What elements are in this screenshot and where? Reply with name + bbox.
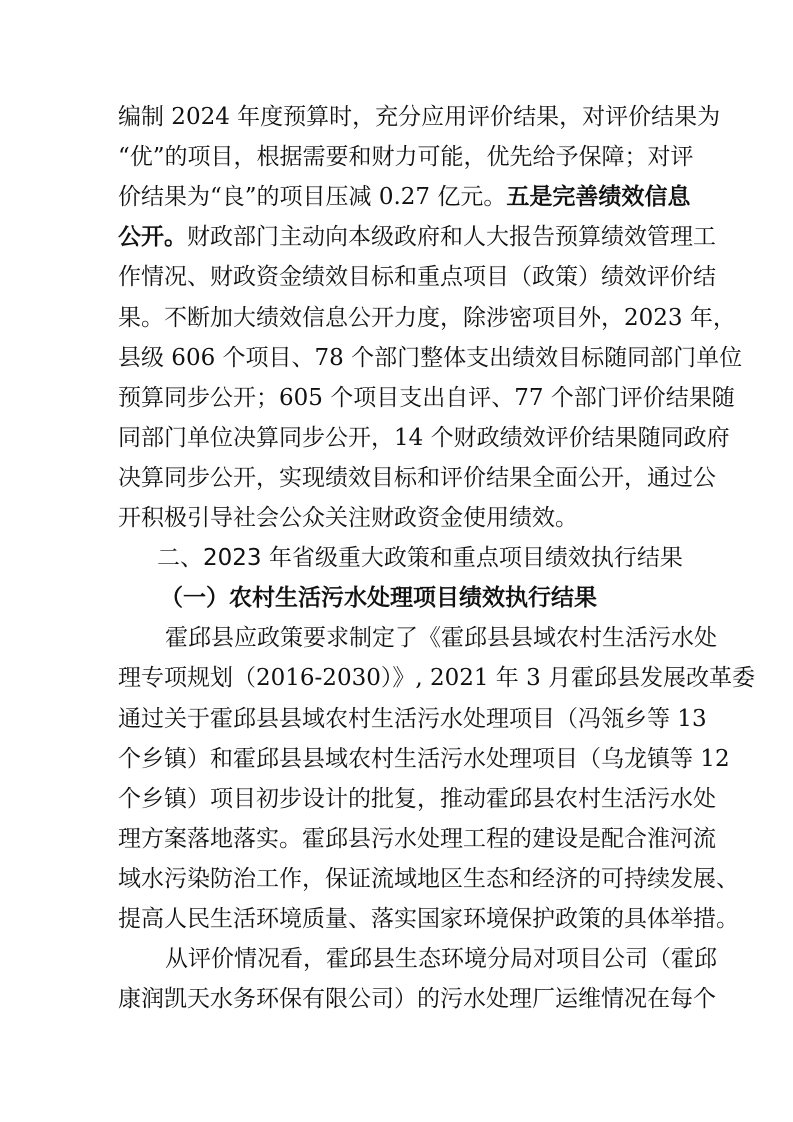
body-line: 编制 2024 年度预算时，充分应用评价结果，对评价结果为 <box>118 104 721 130</box>
body-line: 个乡镇）项目初步设计的批复，推动霍邱县农村生活污水处 <box>118 785 716 812</box>
section-heading: 二、2023 年省级重大政策和重点项目绩效执行结果 <box>157 545 683 572</box>
body-line: 县级 606 个项目、78 个部门整体支出绩效目标随同部门单位 <box>118 344 743 371</box>
body-line <box>118 182 691 212</box>
body-line: 决算同步公开，实现绩效目标和评价结果全面公开，通过公 <box>118 464 716 491</box>
bold-subheading: 五是完善绩效信息 <box>506 183 691 211</box>
body-line <box>118 222 716 252</box>
body-line: 预算同步公开；605 个项目支出自评、77 个部门评价结果随 <box>118 384 735 411</box>
body-line: 同部门单位决算同步公开，14 个财政绩效评价结果随同政府 <box>118 424 730 451</box>
body-line: 通过关于霍邱县县域农村生活污水处理项目（冯瓴乡等 13 <box>118 705 707 732</box>
body-line: 霍邱县应政策要求制定了《霍邱县县域农村生活污水处 <box>165 625 717 652</box>
body-line: 域水污染防治工作，保证流域地区生态和经济的可持续发展、 <box>118 865 739 892</box>
body-line: 康润凯天水务环保有限公司）的污水处理厂运维情况在每个 <box>118 986 716 1013</box>
body-line: 理专项规划（2016-2030）》, 2021 年 3 月霍邱县发展改革委 <box>118 665 756 692</box>
body-line: 个乡镇）和霍邱县县域农村生活污水处理项目（乌龙镇等 12 <box>118 745 730 772</box>
body-text: 价结果为“良”的项目压减 0.27 亿元。 <box>118 184 507 211</box>
body-line: 从评价情况看，霍邱县生态环境分局对项目公司（霍邱 <box>165 946 717 973</box>
body-line: 开积极引导社会公众关注财政资金使用绩效。 <box>118 505 578 531</box>
body-text: 财政部门主动向本级政府和人大报告预算绩效管理工 <box>187 224 716 251</box>
body-line: 理方案落地落实。霍邱县污水处理工程的建设是配合淮河流 <box>118 825 716 852</box>
body-line: 作情况、财政资金绩效目标和重点项目（政策）绩效评价结 <box>118 264 716 291</box>
subsection-heading: （一）农村生活污水处理项目绩效执行结果 <box>160 584 597 612</box>
body-line: 果。不断加大绩效信息公开力度，除涉密项目外，2023 年， <box>118 304 736 331</box>
body-line: 提高人民生活环境质量、落实国家环境保护政策的具体举措。 <box>118 906 739 932</box>
body-line: “优”的项目，根据需要和财力可能，优先给予保障；对评 <box>118 144 694 171</box>
bold-subheading: 公开。 <box>118 223 187 251</box>
